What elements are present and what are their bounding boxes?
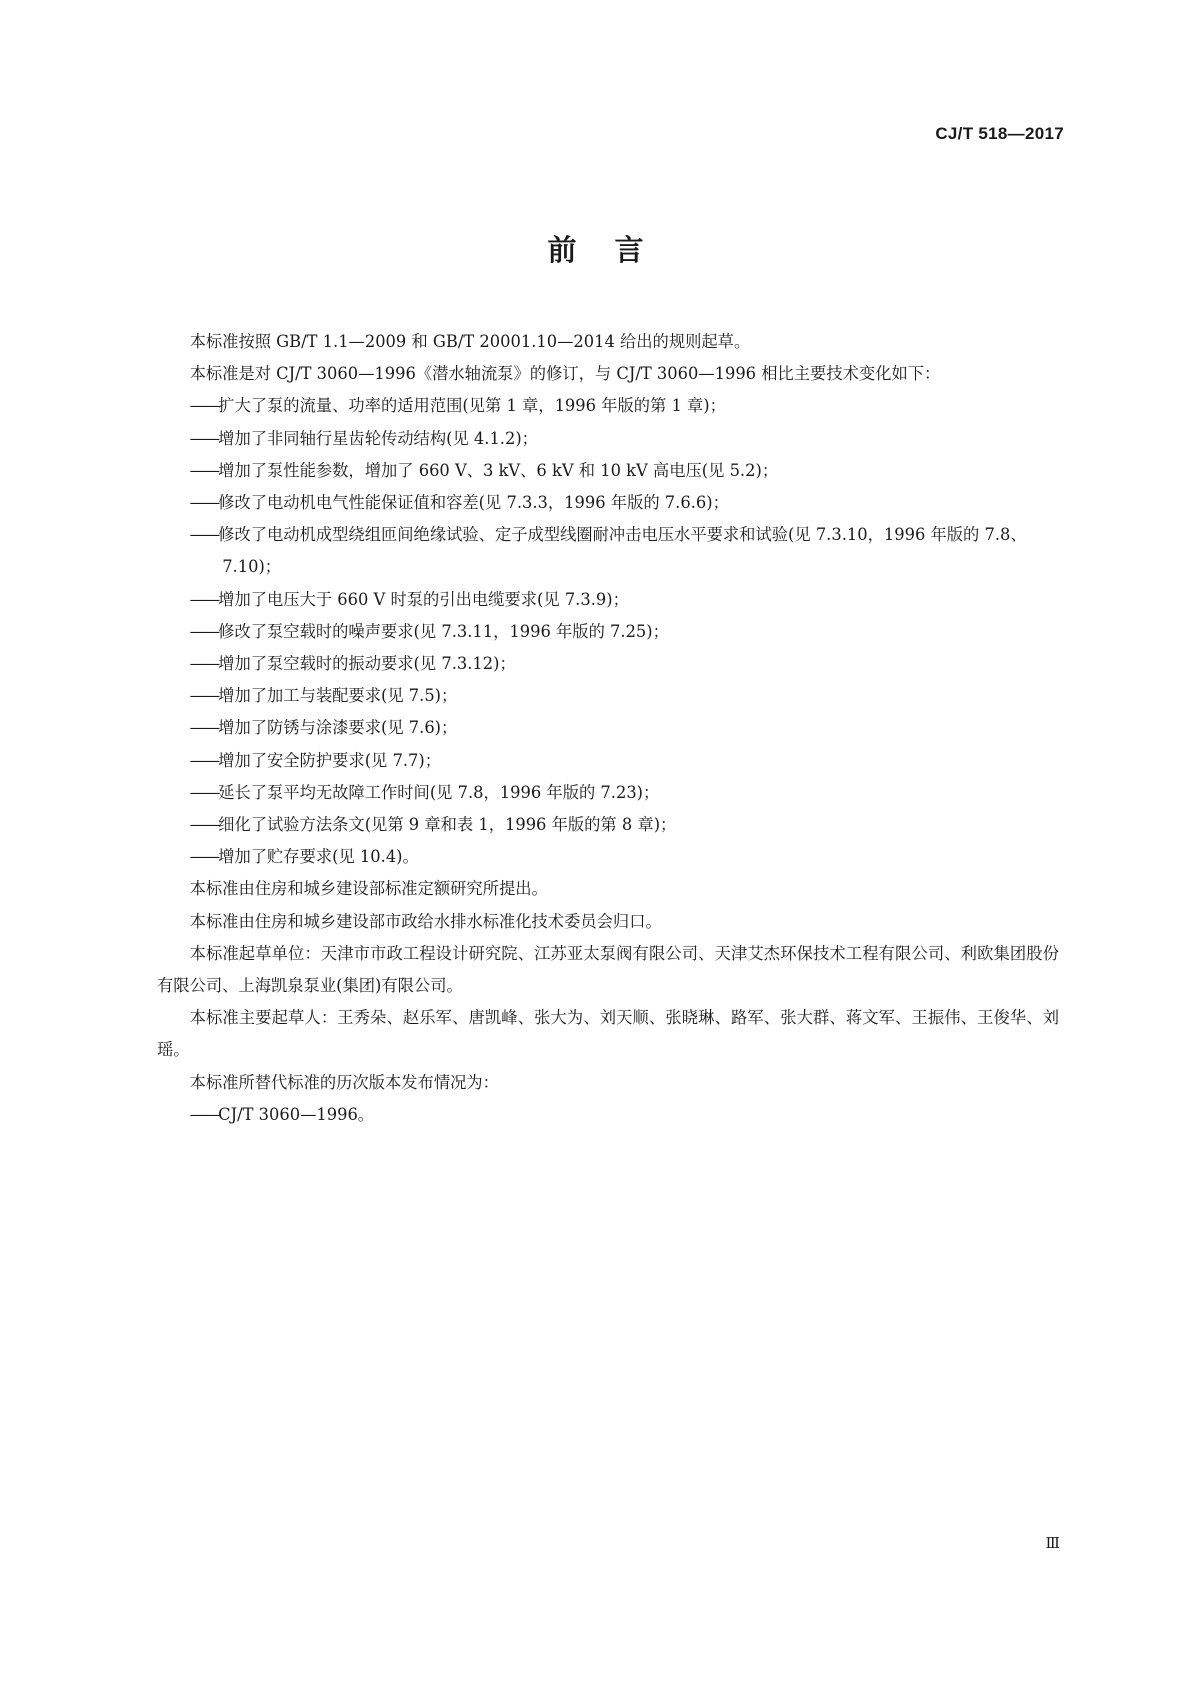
- page-number: Ⅲ: [1045, 1534, 1060, 1552]
- change-item: [190, 455, 1059, 487]
- change-item-text: 细化了试验方法条文(见第 9 章和表 1，1996 年版的第 8 章)；: [218, 815, 677, 835]
- change-item: [190, 712, 1059, 744]
- foreword-body: [157, 326, 1059, 1131]
- dash-mark: ——: [189, 428, 219, 448]
- change-item-text: 增加了泵空载时的振动要求(见 7.3.12)；: [218, 654, 516, 674]
- previous-edition-item: [190, 1099, 1059, 1131]
- change-item-text: 修改了电动机电气性能保证值和容差(见 7.3.3，1996 年版的 7.6.6)；: [218, 493, 729, 513]
- change-item: [190, 777, 1059, 809]
- change-item-text: 增加了安全防护要求(见 7.7)；: [218, 750, 442, 770]
- change-item-text: 增加了泵性能参数，增加了 660 V、3 kV、6 kV 和 10 kV 高电压(见 5.2)；: [218, 460, 779, 480]
- paragraph-drafting-units: 本标准起草单位：天津市市政工程设计研究院、江苏亚太泵阀有限公司、天津艾杰环保技术工程有限公司、利欧集团股份有限公司、上海凯泉泵业(集团)有限公司。: [157, 943, 1059, 996]
- paragraph-drafting-rules: 本标准按照 GB/T 1.1—2009 和 GB/T 20001.10—2014 给出的规则起草。: [189, 332, 751, 351]
- dash-mark: ——: [189, 750, 219, 770]
- dash-mark: ——: [189, 621, 219, 641]
- dash-mark: ——: [189, 396, 219, 416]
- change-item-text: 增加了防锈与涂漆要求(见 7.6)；: [218, 718, 458, 738]
- change-item: [190, 680, 1059, 712]
- change-item: [190, 423, 1059, 455]
- change-item: [190, 809, 1059, 841]
- change-item-text: 增加了非同轴行星齿轮传动结构(见 4.1.2)；: [218, 428, 538, 448]
- dash-mark: ——: [189, 847, 219, 867]
- dash-mark: ——: [189, 460, 219, 480]
- dash-mark: ——: [189, 782, 219, 802]
- page-title: 前言: [547, 233, 682, 267]
- previous-edition-text: CJ/T 3060—1996。: [218, 1104, 375, 1124]
- change-item: [190, 745, 1059, 777]
- paragraph-revision-intro: 本标准是对 CJ/T 3060—1996《潜水轴流泵》的修订，与 CJ/T 3060—1996 相比主要技术变化如下：: [189, 364, 941, 384]
- dash-mark: ——: [189, 1104, 219, 1124]
- change-item-text: 扩大了泵的流量、功率的适用范围(见第 1 章，1996 年版的第 1 章)；: [218, 396, 726, 416]
- change-item-text: 修改了电动机成型绕组匝间绝缘试验、定子成型线圈耐冲击电压水平要求和试验(见 7.3.10，1996 年版的 7.8、7.10)；: [218, 525, 1027, 577]
- dash-mark: ——: [189, 493, 219, 513]
- dash-mark: ——: [189, 525, 219, 545]
- change-item-text: 增加了贮存要求(见 10.4)。: [218, 847, 419, 867]
- dash-mark: ——: [189, 686, 219, 706]
- paragraph-drafters: 本标准主要起草人：王秀朵、赵乐军、唐凯峰、张大为、刘天顺、张晓琳、路军、张大群、蒋文军、王振伟、王俊华、刘瑶。: [157, 1008, 1059, 1060]
- dash-mark: ——: [189, 815, 219, 835]
- paragraph-previous-editions: 本标准所替代标准的历次版本发布情况为：: [189, 1072, 499, 1092]
- change-item: [190, 487, 1059, 519]
- change-item: [190, 390, 1059, 422]
- dash-mark: ——: [189, 718, 219, 738]
- standard-number: CJ/T 518—2017: [935, 124, 1064, 143]
- paragraph-centralized-by: 本标准由住房和城乡建设部市政给水排水标准化技术委员会归口。: [189, 911, 662, 931]
- change-item-text: 增加了加工与装配要求(见 7.5)；: [218, 686, 458, 706]
- dash-mark: ——: [189, 654, 219, 674]
- change-item-text: 延长了泵平均无故障工作时间(见 7.8，1996 年版的 7.23)；: [218, 782, 660, 802]
- change-item: [190, 648, 1059, 680]
- paragraph-proposer: 本标准由住房和城乡建设部标准定额研究所提出。: [189, 879, 548, 899]
- change-item: [190, 616, 1059, 648]
- change-item: [190, 519, 1059, 583]
- change-item-text: 增加了电压大于 660 V 时泵的引出电缆要求(见 7.3.9)；: [218, 589, 629, 609]
- change-item: [190, 841, 1059, 873]
- change-item: [190, 584, 1059, 616]
- dash-mark: ——: [189, 589, 219, 609]
- change-item-text: 修改了泵空载时的噪声要求(见 7.3.11，1996 年版的 7.25)；: [218, 621, 669, 641]
